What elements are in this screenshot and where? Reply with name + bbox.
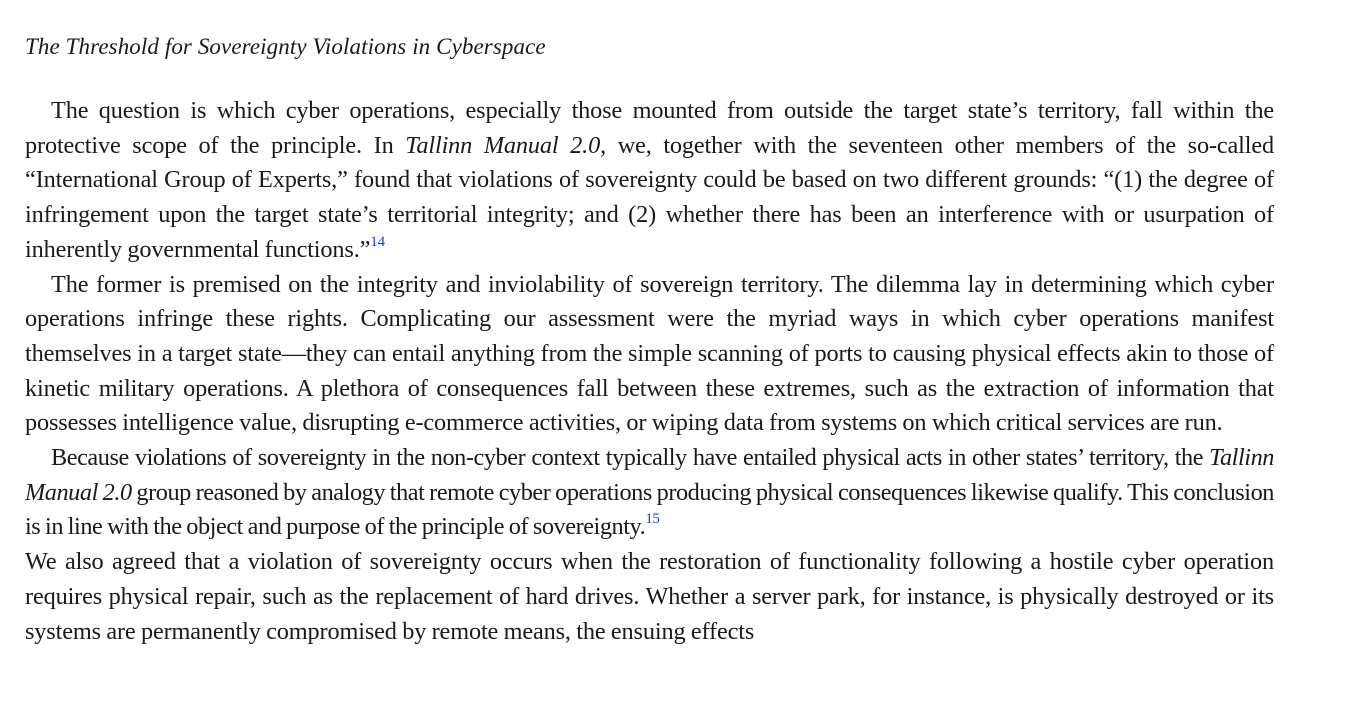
paragraph-1-text-c: , we, together with the seventeen other members of the so-called “International Group of Experts,” found that violations of sovereignty could be based on two different grounds: “(1) the degree of infringement upon the target state’s territorial integrity; and (2) whether there has been an interference with or usurpation of inherently governmental functions.” — [25, 131, 1274, 263]
footnote-ref-15[interactable]: 15 — [645, 511, 660, 528]
footnote-ref-14[interactable]: 14 — [370, 233, 385, 250]
body-text — [25, 94, 1274, 649]
paragraph-3 — [25, 441, 1274, 545]
paragraph-1 — [25, 94, 1274, 268]
paragraph-4: We also agreed that a violation of sovereignty occurs when the restoration of functionality following a hostile cyber operation requires physical repair, such as the replacement of hard drives. Whether a server park, for instance, is physically destroyed or its systems are permanently compromised by remote means, the ensuing effects — [25, 548, 1274, 645]
paragraph-1-text-a: The question is which cyber operations, especially those mounted from outside the target state’s territory, fall within the protective scope of the principle. In — [25, 97, 1274, 159]
section-heading: The Threshold for Sovereignty Violations in Cyberspace — [25, 34, 546, 59]
paragraph-3-title-italic: Tallinn Manual 2.0 — [25, 444, 1274, 506]
paragraph-3-text-c: group reasoned by analogy that remote cyber operations producing physical consequences likewise qualify. This conclusion is in line with the object and purpose of the principle of sovereignty. — [25, 478, 1274, 541]
paragraph-1-title-italic: Tallinn Manual 2.0 — [405, 131, 601, 159]
paragraph-2: The former is premised on the integrity and inviolability of sovereign territory. The dilemma lay in determining which cyber operations infringe these rights. Complicating our assessment were the myriad ways in which cyber operations manifest themselves in a target state—they can entail anything from the simple scanning of ports to causing physical effects akin to those of kinetic military operations. A plethora of consequences fall between these extremes, such as the extraction of information that possesses intelligence value, disrupting e-commerce activities, or wiping data from systems on which critical services are run. — [25, 270, 1274, 437]
paragraph-3-text-a: Because violations of sovereignty in the non-cyber context typically have entailed physical acts in other states’ territory, the — [51, 444, 1210, 472]
